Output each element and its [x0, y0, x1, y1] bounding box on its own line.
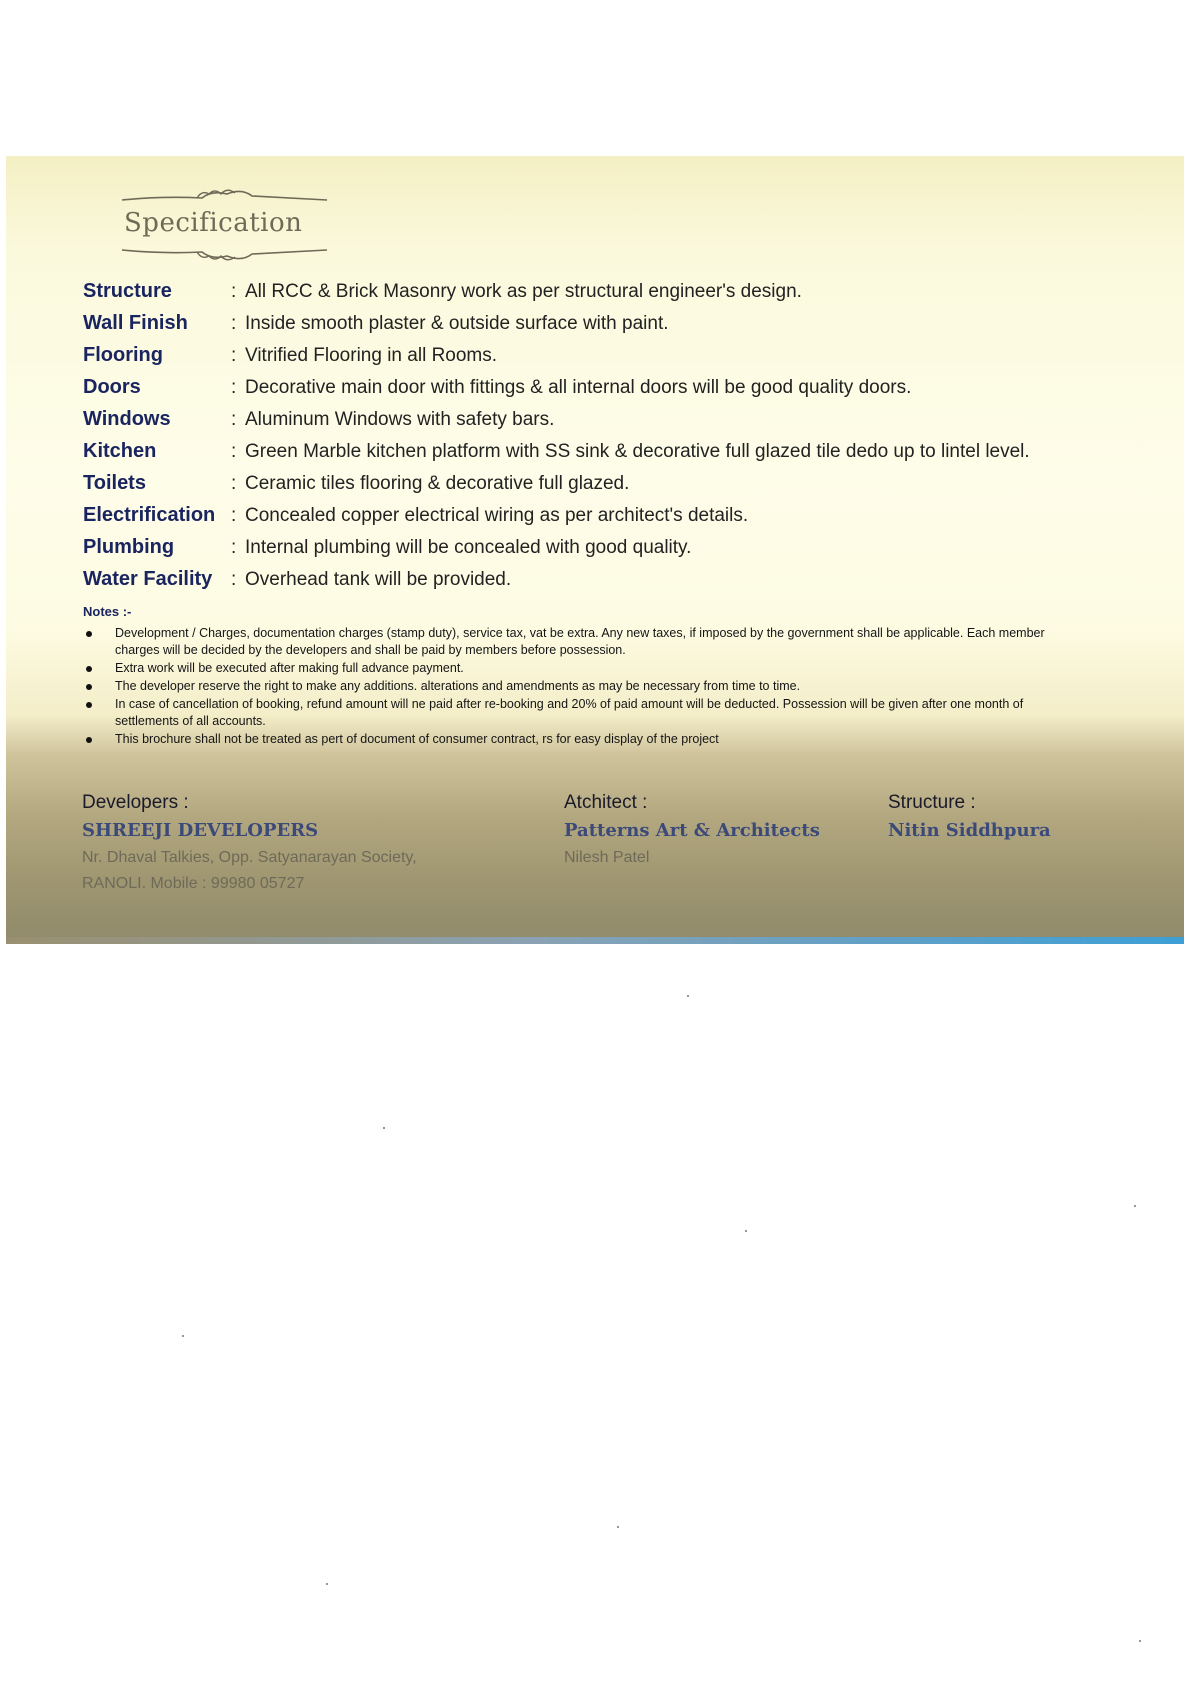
spec-row-water-facility	[83, 568, 1030, 600]
spec-separator: :	[231, 441, 237, 462]
spec-label: Doors	[83, 376, 141, 398]
developers-role: Developers :	[82, 792, 189, 813]
spec-label: Wall Finish	[83, 312, 188, 334]
architect-person: Nilesh Patel	[564, 849, 650, 866]
architect-name: Patterns Art & Architects	[564, 820, 820, 841]
speck	[617, 1526, 619, 1528]
notes-list	[83, 625, 1083, 748]
note-text: The developer reserve the right to make any additions. alterations and amendments as may be necessary from time to time.	[115, 679, 801, 693]
speck	[1134, 1205, 1136, 1207]
spec-row-doors	[83, 376, 1030, 408]
note-text: This brochure shall not be treated as pert of document of consumer contract, rs for easy display of the project	[115, 732, 719, 746]
spec-row-toilets	[83, 472, 1030, 504]
bullet-icon	[86, 684, 92, 690]
spec-value: Inside smooth plaster & outside surface with paint.	[245, 313, 669, 334]
spec-separator: :	[231, 377, 237, 398]
spec-value: Aluminum Windows with safety bars.	[245, 409, 555, 430]
spec-value: All RCC & Brick Masonry work as per structural engineer's design.	[245, 281, 802, 302]
bullet-icon	[86, 702, 92, 708]
spec-separator: :	[231, 473, 237, 494]
developers-credit	[82, 792, 417, 897]
spec-row-windows	[83, 408, 1030, 440]
page-title: Specification	[124, 208, 303, 238]
spec-label: Electrification	[83, 504, 216, 526]
spec-row-wall-finish	[83, 312, 1030, 344]
spec-row-electrification	[83, 504, 1030, 536]
note-text: Development / Charges, documentation charges (stamp duty), service tax, vat be extra. Any new taxes, if imposed by the government shall be applicable. Each member charges will be decided by the developers and shall be paid by members before possession.	[115, 626, 1045, 657]
spec-label: Plumbing	[83, 536, 175, 558]
speck	[326, 1583, 328, 1585]
architect-credit	[564, 792, 820, 871]
spec-value: Overhead tank will be provided.	[245, 569, 512, 590]
spec-value: Concealed copper electrical wiring as per architect's details.	[245, 505, 749, 526]
bullet-icon	[86, 666, 92, 672]
ornament-bottom-icon	[102, 242, 342, 262]
structure-role: Structure :	[888, 792, 976, 813]
spec-value: Vitrified Flooring in all Rooms.	[245, 345, 498, 366]
spec-value: Ceramic tiles flooring & decorative full glazed.	[245, 473, 630, 494]
speck	[1139, 1640, 1141, 1642]
spec-row-flooring	[83, 344, 1030, 376]
note-item	[83, 660, 1083, 677]
spec-value: Decorative main door with fittings & all internal doors will be good quality doors.	[245, 377, 912, 398]
spec-label: Kitchen	[83, 440, 157, 462]
speck	[182, 1335, 184, 1337]
bullet-icon	[86, 737, 92, 743]
structure-credit	[888, 792, 1051, 845]
card-bottom-divider	[6, 937, 1184, 944]
bullet-icon	[86, 631, 92, 637]
spec-row-plumbing	[83, 536, 1030, 568]
spec-label: Flooring	[83, 344, 163, 366]
spec-separator: :	[231, 313, 237, 334]
structure-name: Nitin Siddhpura	[888, 820, 1051, 841]
note-item	[83, 678, 1083, 695]
spec-separator: :	[231, 537, 237, 558]
spec-separator: :	[231, 281, 237, 302]
heading-block	[102, 186, 342, 266]
architect-role: Atchitect :	[564, 792, 648, 813]
specification-card	[6, 156, 1184, 944]
spec-label: Windows	[83, 408, 171, 430]
spec-separator: :	[231, 409, 237, 430]
note-item	[83, 731, 1083, 748]
spec-row-kitchen	[83, 440, 1030, 472]
note-text: Extra work will be executed after making full advance payment.	[115, 661, 464, 675]
spec-row-structure	[83, 280, 1030, 312]
speck	[687, 995, 689, 997]
ornament-top-icon	[102, 186, 342, 206]
note-item	[83, 625, 1083, 659]
speck	[383, 1127, 385, 1129]
spec-separator: :	[231, 569, 237, 590]
notes-section	[83, 604, 1083, 749]
note-item	[83, 696, 1083, 730]
notes-title: Notes :-	[83, 604, 132, 619]
specification-list	[83, 280, 1030, 600]
spec-value: Green Marble kitchen platform with SS sink & decorative full glazed tile dedo up to lintel level.	[245, 441, 1030, 462]
spec-label: Toilets	[83, 472, 146, 494]
spec-value: Internal plumbing will be concealed with good quality.	[245, 537, 692, 558]
spec-separator: :	[231, 345, 237, 366]
developers-address-line2: RANOLI. Mobile : 99980 05727	[82, 875, 305, 892]
speck	[745, 1230, 747, 1232]
spec-separator: :	[231, 505, 237, 526]
developers-name: SHREEJI DEVELOPERS	[82, 820, 319, 841]
developers-address-line1: Nr. Dhaval Talkies, Opp. Satyanarayan Society,	[82, 849, 417, 866]
note-text: In case of cancellation of booking, refund amount will ne paid after re-booking and 20% of paid amount will be deducted. Possession will be given after one month of settlements of all accounts.	[115, 697, 1024, 728]
spec-label: Water Facility	[83, 568, 213, 590]
spec-label: Structure	[83, 280, 172, 302]
